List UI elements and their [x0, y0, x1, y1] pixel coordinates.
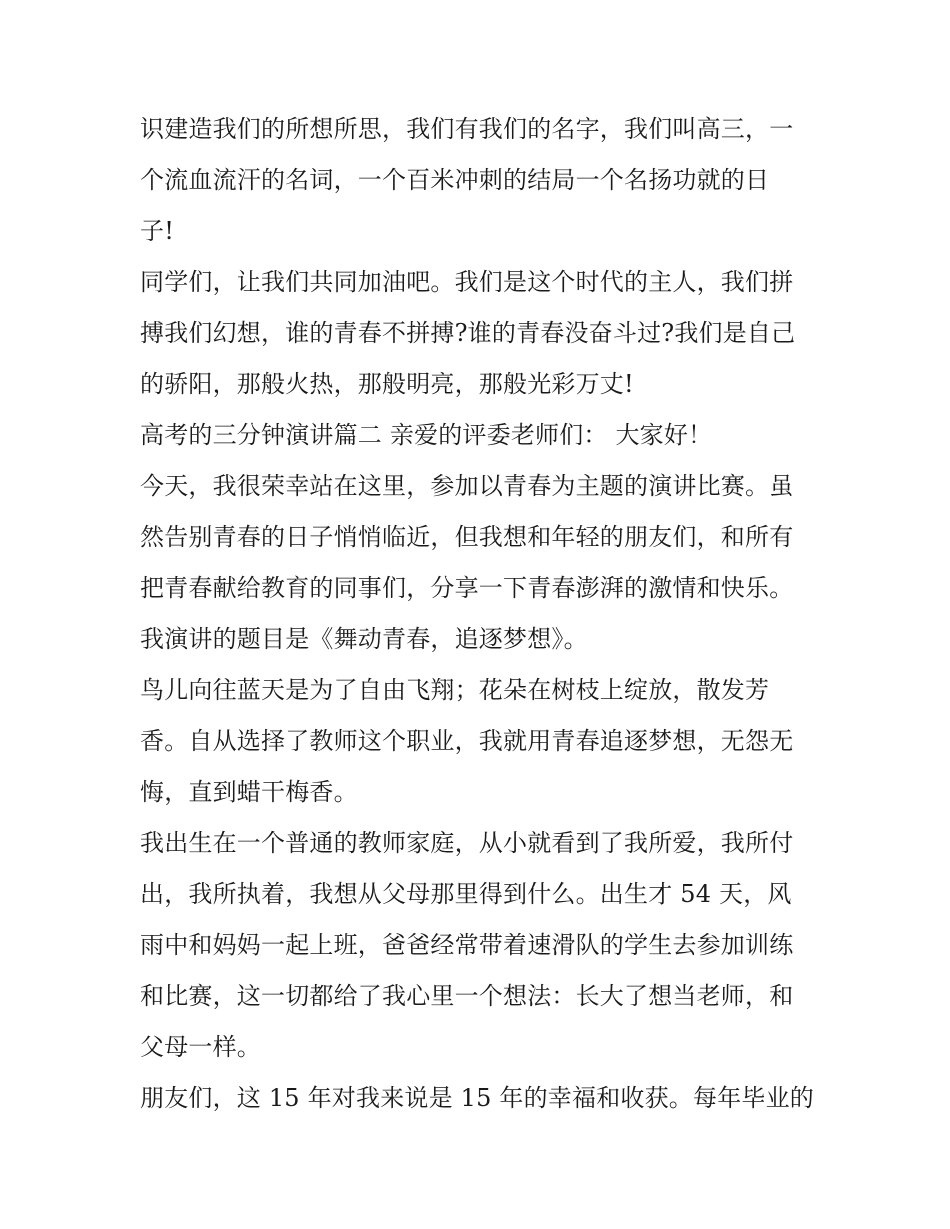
text-line: 我出生在一个普通的教师家庭，从小就看到了我所爱，我所付: [140, 829, 794, 857]
text-line: 今天，我很荣幸站在这里，参加以青春为主题的演讲比赛。虽: [140, 472, 794, 500]
text-line: 的骄阳，那般火热，那般明亮，那般光彩万丈!: [140, 370, 634, 398]
text-line: 识建造我们的所想所思，我们有我们的名字，我们叫高三，一: [140, 115, 794, 143]
text-line: 我演讲的题目是《舞动青春，追逐梦想》。: [140, 625, 588, 653]
text-line: 悔，直到蜡干梅香。: [140, 778, 358, 806]
text-line: 和比赛，这一切都给了我心里一个想法：长大了想当老师，和: [140, 982, 794, 1010]
text-line: 搏我们幻想，谁的青春不拼搏?谁的青春没奋斗过?我们是自己: [140, 319, 796, 347]
text-line: 个流血流汗的名词，一个百米冲刺的结局一个名扬功就的日: [140, 166, 770, 194]
text-line: 出，我所执着，我想从父母那里得到什么。出生才 54 天，风: [140, 880, 792, 908]
text-line: 父母一样。: [140, 1033, 261, 1061]
text-line: 子!: [140, 217, 175, 245]
text-line: 鸟儿向往蓝天是为了自由飞翔；花朵在树枝上绽放，散发芳: [140, 676, 770, 704]
text-line: 香。自从选择了教师这个职业，我就用青春追逐梦想，无怨无: [140, 727, 794, 755]
text-line: 把青春献给教育的同事们，分享一下青春澎湃的激情和快乐。: [140, 574, 794, 602]
text-line: 雨中和妈妈一起上班，爸爸经常带着速滑队的学生去参加训练: [140, 931, 794, 959]
text-line: 然告别青春的日子悄悄临近，但我想和年轻的朋友们，和所有: [140, 523, 794, 551]
section-heading: 高考的三分钟演讲篇二 亲爱的评委老师们： 大家好！: [140, 421, 713, 449]
text-line: 同学们，让我们共同加油吧。我们是这个时代的主人，我们拼: [140, 268, 794, 296]
text-line: 朋友们，这 15 年对我来说是 15 年的幸福和收获。每年毕业的: [140, 1084, 814, 1112]
